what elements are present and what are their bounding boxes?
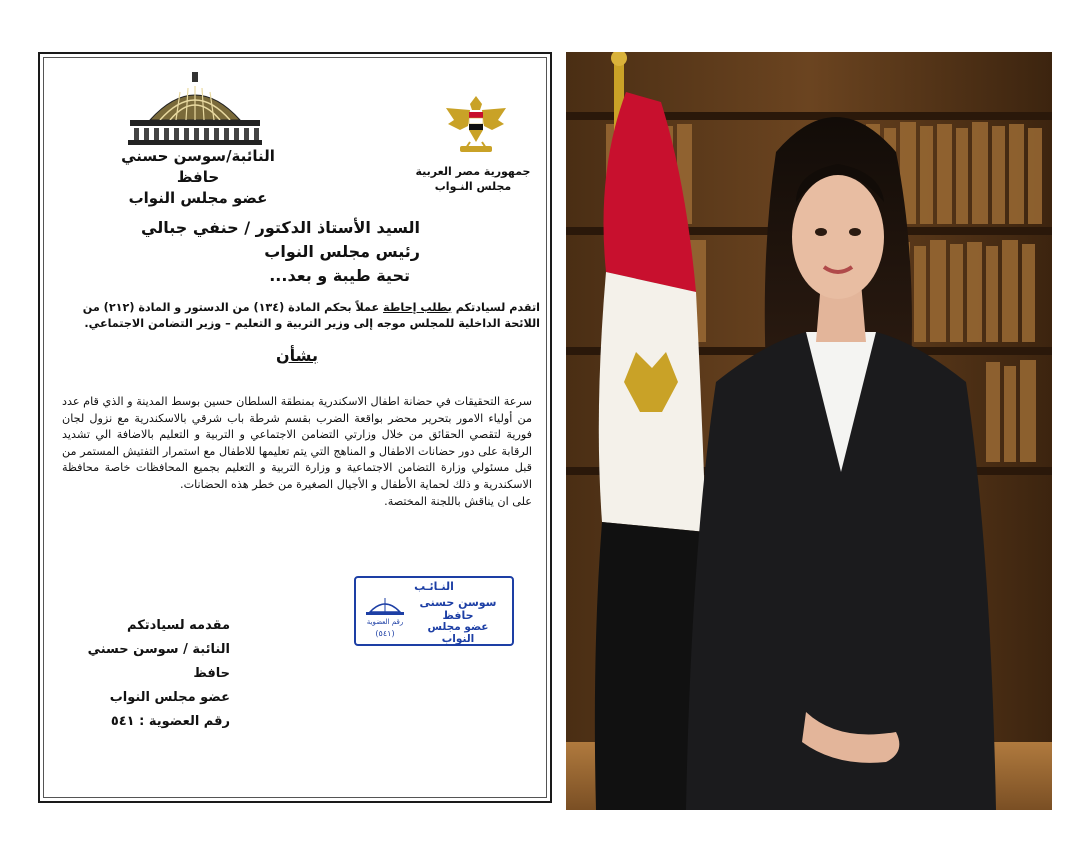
stamp-member-number: (٥٤١) bbox=[375, 629, 395, 638]
signature-line2: النائبة / سوسن حسني حافظ bbox=[87, 642, 230, 681]
state-letterhead bbox=[398, 164, 548, 194]
egypt-eagle-emblem-icon bbox=[440, 90, 512, 162]
stamp-dome-icon bbox=[362, 596, 408, 618]
signature-line4: رقم العضوية : ٥٤١ bbox=[110, 714, 230, 729]
portrait-photo bbox=[566, 52, 1052, 810]
addressee-name: السيد الأستاذ الدكتور / حنفي جبالي bbox=[141, 218, 420, 237]
body-paragraph: سرعة التحقيقات في حضانة اطفال الاسكندرية بمنطقة السلطان حسين بوسط المدينة و الذي قام عدد من أولياء الامور بتحرير محضر بواقعة الضرب بقسم شرطة باب شرقي بالاسكندرية مع نزول لجان فورية لتقصي الحقائق من خلال وزارتي التضامن الاجتماعي و التربية و التعليم بالاضافة الي تشديد الرقابة على دور حضانات الاطفال و المناهج التي يتم تعليمها للاطفال مع استمرار التفتيش المستمر من قبل مسئولي وزارة التضامن الاجتماعية و وزارة التربية و التعليم بجميع المحافظات خاصة محافظة الاسكندرية و ذلك لحماية الأطفال و الأجيال الصغيرة من خطر هذه الحضانات. bbox=[62, 395, 532, 491]
house-name: مجلس النـواب bbox=[434, 180, 512, 193]
intro-underlined: بطلب إحاطة bbox=[383, 301, 452, 314]
official-letter bbox=[38, 52, 552, 803]
intro-part1: اتقدم لسيادتكم bbox=[451, 301, 540, 314]
addressee-block bbox=[90, 216, 420, 288]
addressee-title: رئيس مجلس النواب bbox=[264, 242, 420, 261]
signature-line3: عضو مجلس النواب bbox=[109, 690, 230, 705]
mp-name: النائبة/سوسن حسني حافظ bbox=[121, 147, 275, 186]
stamp-name: سوسن حسنى حافظ bbox=[419, 596, 497, 622]
intro-paragraph bbox=[68, 300, 540, 332]
intro-part2: عملاً بحكم المادة (١٣٤) من الدستور و المادة (٢١٢) من اللائحة الداخلية للمجلس موجه إلى وزير التربية و التعليم – وزير التضامن الاجتماعي. bbox=[82, 301, 540, 330]
greeting: تحية طيبة و بعد... bbox=[269, 266, 410, 285]
stamp-member-label: رقم العضوية bbox=[366, 618, 404, 626]
signature-block bbox=[60, 614, 230, 734]
parliament-dome-icon bbox=[120, 72, 270, 146]
body-closing: على ان يناقش باللجنة المختصة. bbox=[384, 494, 532, 508]
mp-title: عضو مجلس النواب bbox=[128, 189, 268, 207]
official-stamp bbox=[354, 576, 514, 646]
stamp-role: عضو مجلس النواب bbox=[427, 621, 489, 645]
state-name: جمهورية مصر العربية bbox=[415, 165, 531, 178]
subject-heading: بشأن bbox=[276, 346, 318, 365]
letter-body bbox=[62, 394, 532, 510]
stamp-title: النـائـب bbox=[414, 580, 454, 593]
signature-line1: مقدمه لسيادتكم bbox=[127, 618, 230, 633]
mp-letterhead bbox=[108, 146, 288, 209]
